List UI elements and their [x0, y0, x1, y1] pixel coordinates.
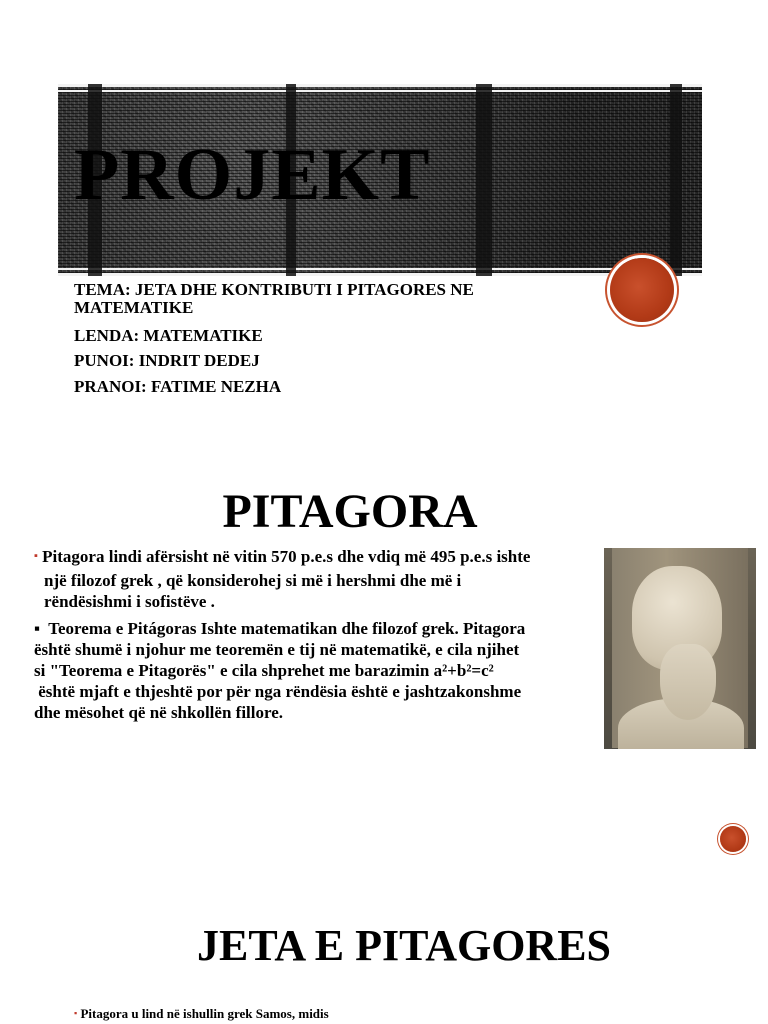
bullet-marker: ▪	[34, 550, 38, 562]
bio-line: një filozof grek , që konsiderohej si më i hershmi dhe më i	[44, 571, 462, 590]
theorem-paragraph	[34, 618, 600, 723]
bust-beard	[660, 644, 716, 720]
project-title: PROJEKT	[74, 134, 431, 216]
life-paragraph-text: Pitagora u lind në ishullin grek Samos, midis	[80, 1006, 329, 1021]
banner-stripe	[670, 84, 682, 276]
author-line: PUNOI: INDRIT DEDEJ	[74, 351, 260, 370]
subject-line: LENDA: MATEMATIKE	[74, 326, 263, 345]
bullet-marker: ▪	[34, 619, 41, 638]
theorem-line-text: Teorema e Pitágoras Ishte matematikan dhe filozof grek. Pitagora	[48, 619, 526, 638]
theorem-line: është shumë i njohur me teoremën e tij në matematikë, e cila njihet	[34, 640, 520, 659]
life-paragraph	[74, 1006, 329, 1022]
banner-top-rule-2	[58, 90, 702, 92]
accent-circle-small	[720, 826, 746, 852]
banner-bottom-rule-2	[58, 268, 702, 270]
life-heading: JETA E PITAGORES	[196, 921, 612, 970]
bullet-marker: ▪	[74, 1008, 78, 1018]
banner-bottom-rule	[58, 273, 702, 276]
pythagoras-bust-image	[604, 548, 756, 749]
theorem-line: si "Teorema e Pitagorës" e cila shprehet me barazimin a²+b²=c²	[34, 661, 494, 680]
theorem-line: është mjaft e thjeshtë por për nga rëndësia është e jashtzakonshme	[34, 682, 522, 701]
theorem-line	[34, 618, 600, 639]
banner-stripe	[476, 84, 492, 276]
bio-line: rëndësishmi i sofistëve .	[44, 592, 215, 611]
receiver-line: PRANOI: FATIME NEZHA	[74, 377, 282, 396]
bio-line-text: Pitagora lindi afërsisht në vitin 570 p.e.s dhe vdiq më 495 p.e.s ishte	[42, 547, 531, 566]
theorem-line: dhe mësohet që në shkollën fillore.	[34, 703, 284, 722]
accent-circle	[610, 258, 674, 322]
bio-paragraph	[34, 546, 600, 612]
bio-line	[34, 546, 600, 570]
topic-line: TEMA: JETA DHE KONTRIBUTI I PITAGORES NE MATEMATIKE	[74, 280, 474, 317]
pitagora-heading: PITAGORA	[222, 485, 478, 538]
banner-top-rule	[58, 84, 702, 87]
